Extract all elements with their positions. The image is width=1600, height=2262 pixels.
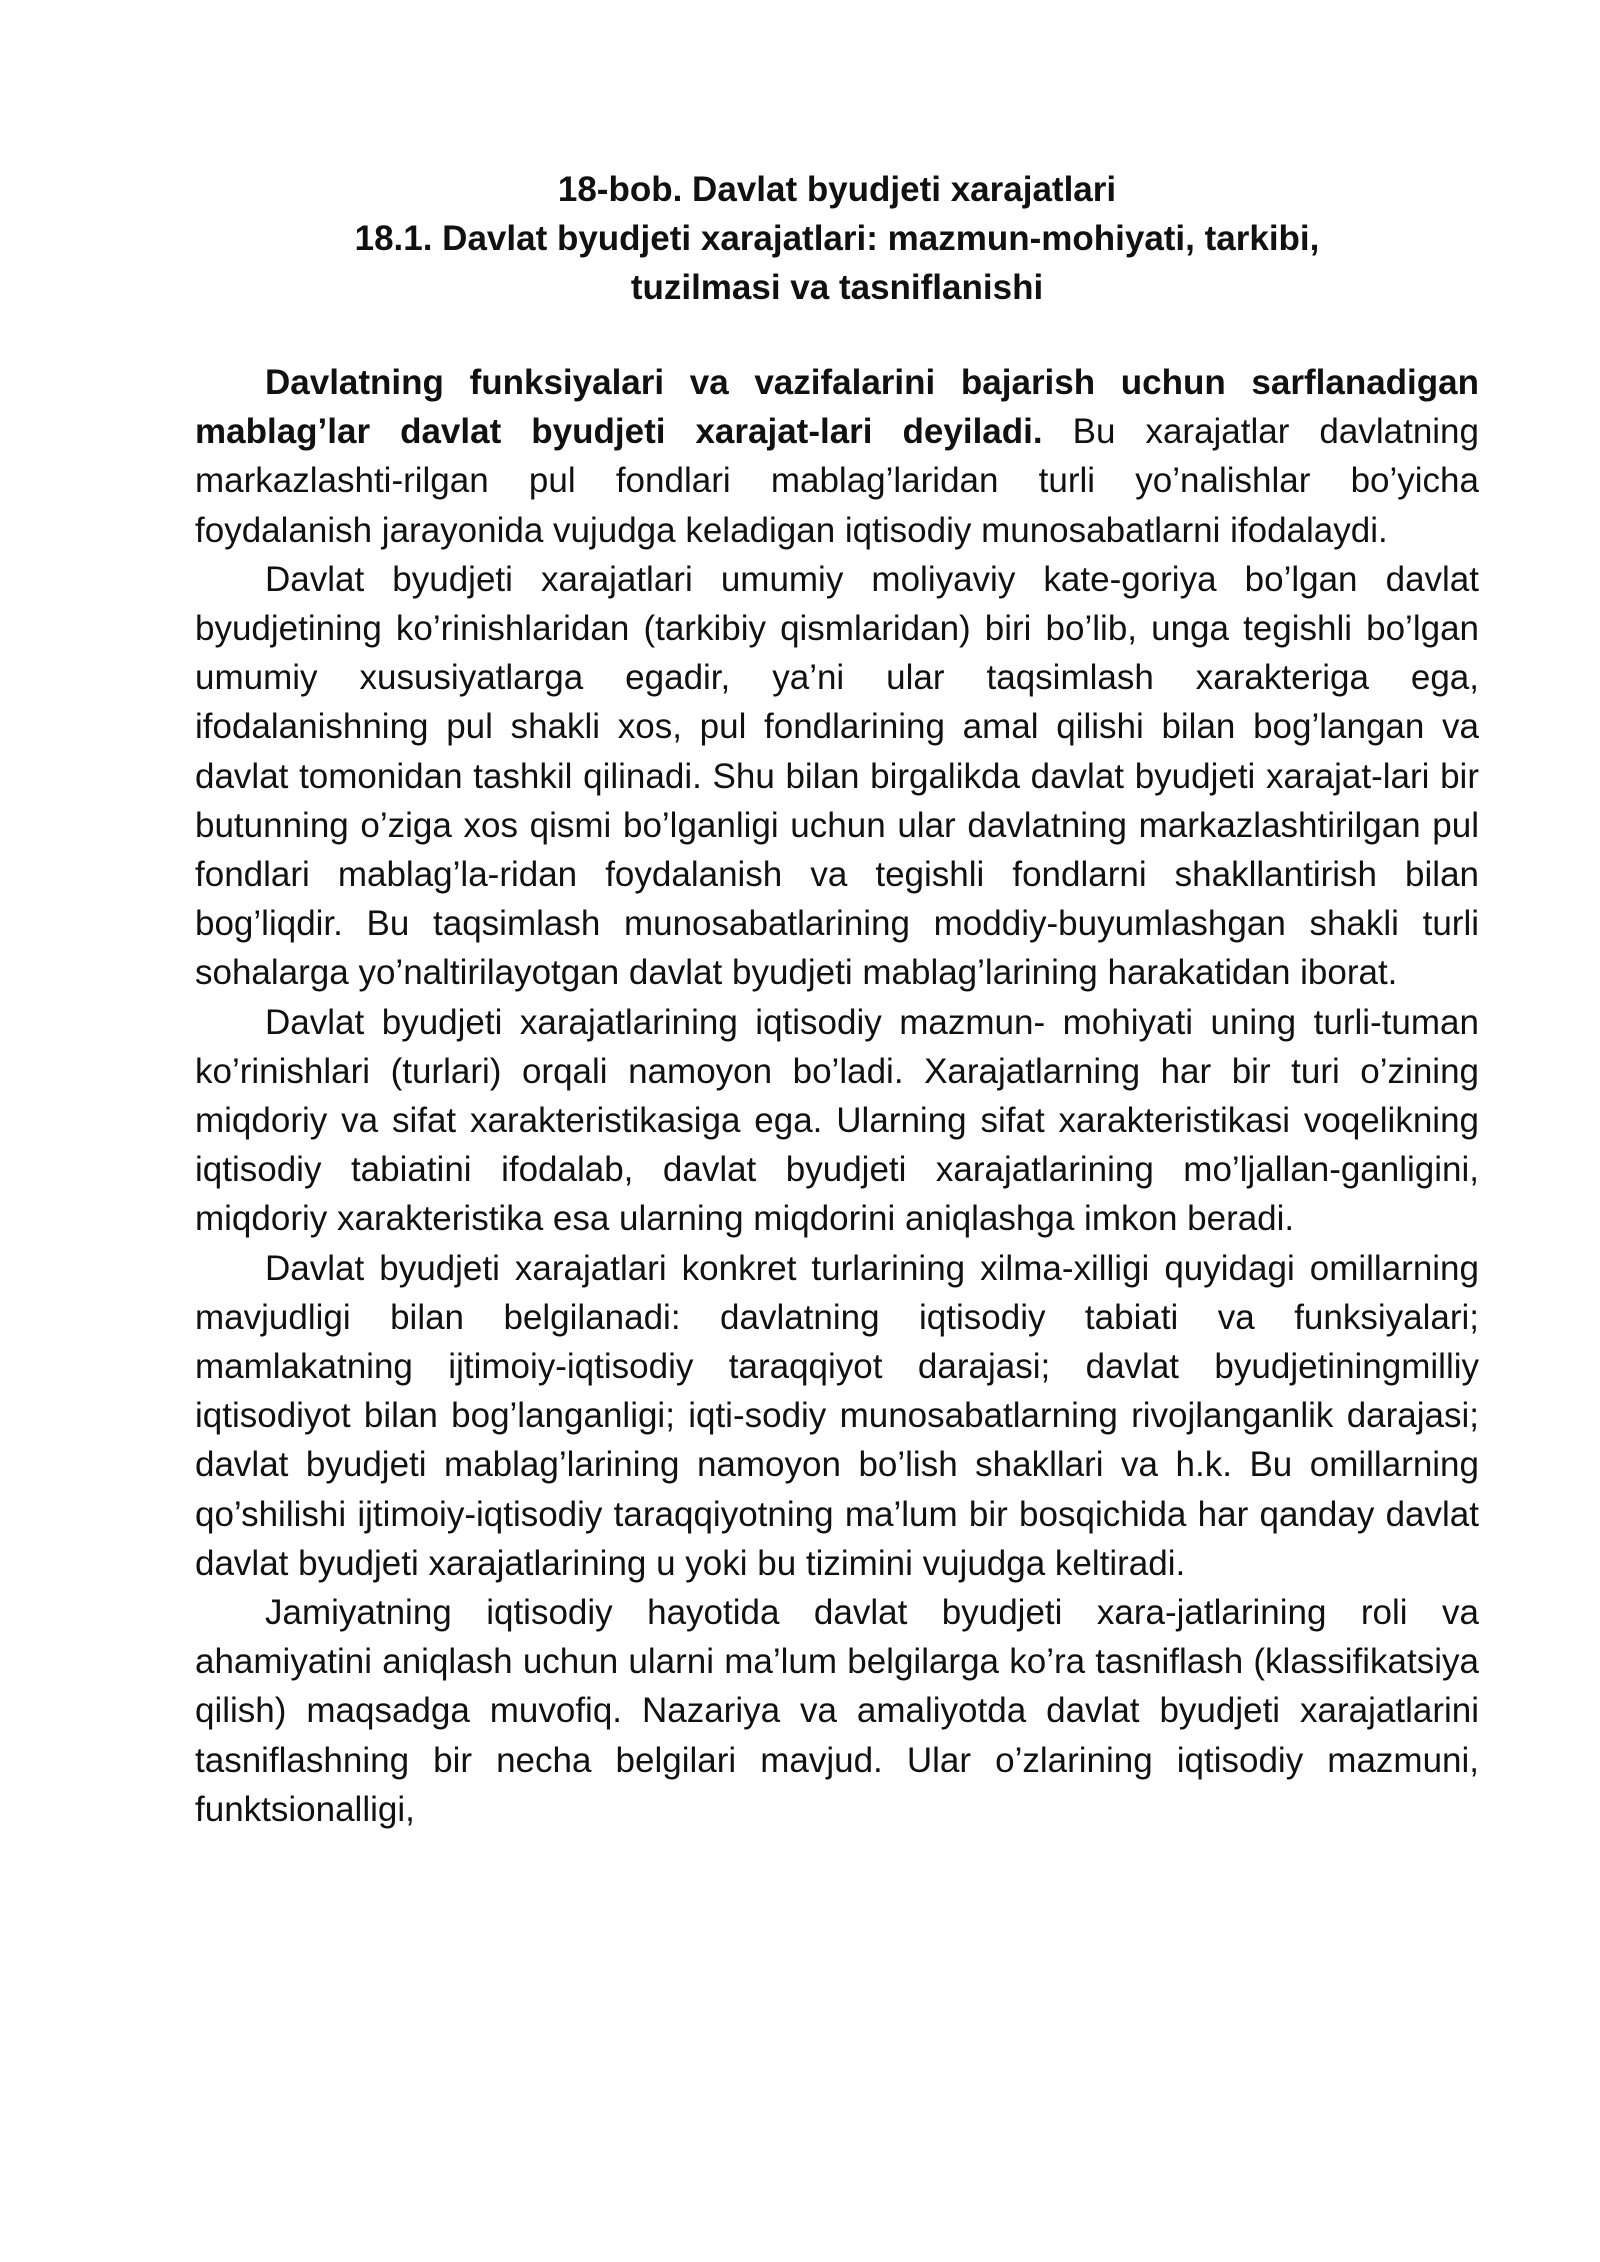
title-block xyxy=(195,165,1479,312)
paragraph-1-text: Bu xarajatlar davlatning markazlashti-rilgan pul fondlari mablag’laridan turli yo’nalishlar bo’yicha foydalanish jarayonida vujudga keladigan iqtisodiy munosabatlarni ifodalaydi. xyxy=(195,412,1479,550)
definition-bold-text: Davlatning funksiyalari va vazifalarini bajarish uchun sarflanadigan mablag’lar davlat byudjeti xarajat-lari deyiladi. xyxy=(195,363,1479,452)
document-page xyxy=(195,165,1479,1834)
section-title-line-2: tuzilmasi va tasniflanishi xyxy=(630,268,1044,307)
paragraph-1 xyxy=(195,358,1479,555)
paragraph-5: Jamiyatning iqtisodiy hayotida davlat byudjeti xara-jatlarining roli va ahamiyatini aniqlash uchun ularni ma’lum belgilarga ko’ra tasniflash (klassifikatsiya qilish) maqsadga muvofiq. Nazariya va amaliyotda davlat byudjeti xarajatlarini tasniflashning bir necha belgilari mavjud. Ular o’zlarining iqtisodiy mazmuni, funktsionalligi, xyxy=(195,1593,1479,1829)
paragraph-3: Davlat byudjeti xarajatlarining iqtisodiy mazmun- mohiyati uning turli-tuman ko’rinishlari (turlari) orqali namoyon bo’ladi. Xarajatlarning har bir turi o’zining miqdoriy va sifat xarakteristikasiga ega. Ularning sifat xarakteristikasi voqelikning iqtisodiy tabiatini ifodalab, davlat byudjeti xarajatlarining mo’ljallan-ganligini, miqdoriy xarakteristika esa ularning miqdorini aniqlashga imkon beradi. xyxy=(195,1002,1479,1239)
chapter-title: 18-bob. Davlat byudjeti xarajatlari xyxy=(557,170,1117,209)
paragraph-2: Davlat byudjeti xarajatlari umumiy moliyaviy kate-goriya bo’lgan davlat byudjetining ko’rinishlaridan (tarkibiy qismlaridan) biri bo’lib, unga tegishli bo’lgan umumiy xususiyatlarga egadir, ya’ni ular taqsimlash xarakteriga ega, ifodalanishning pul shakli xos, pul fondlarining amal qilishi bilan bog’langan va davlat tomonidan tashkil qilinadi. Shu bilan birgalikda davlat byudjeti xarajat-lari bir butunning o’ziga xos qismi bo’lganligi uchun ular davlatning markazlashtirilgan pul fondlari mablag’la-ridan foydalanish va tegishli fondlarni shakllantirish bilan bog’liqdir. Bu taqsimlash munosabatlarining moddiy-buyumlashgan shakli turli sohalarga yo’naltirilayotgan davlat byudjeti mablag’larining harakatidan iborat. xyxy=(195,559,1479,993)
body-text xyxy=(195,358,1479,1834)
paragraph-4: Davlat byudjeti xarajatlari konkret turlarining xilma-xilligi quyidagi omillarning mavjudligi bilan belgilanadi: davlatning iqtisodiy tabiati va funksiyalari; mamlakatning ijtimoiy-iqtisodiy taraqqiyot darajasi; davlat byudjetiningmilliy iqtisodiyot bilan bog’langanligi; iqti-sodiy munosabatlarning rivojlanganlik darajasi; davlat byudjeti mablag’larining namoyon bo’lish shakllari va h.k. Bu omillarning qo’shilishi ijtimoiy-iqtisodiy taraqqiyotning ma’lum bir bosqichida har qanday davlat davlat byudjeti xarajatlarining u yoki bu tizimini vujudga keltiradi. xyxy=(195,1248,1479,1583)
section-title-line-1: 18.1. Davlat byudjeti xarajatlari: mazmun-mohiyati, tarkibi, xyxy=(354,219,1320,258)
